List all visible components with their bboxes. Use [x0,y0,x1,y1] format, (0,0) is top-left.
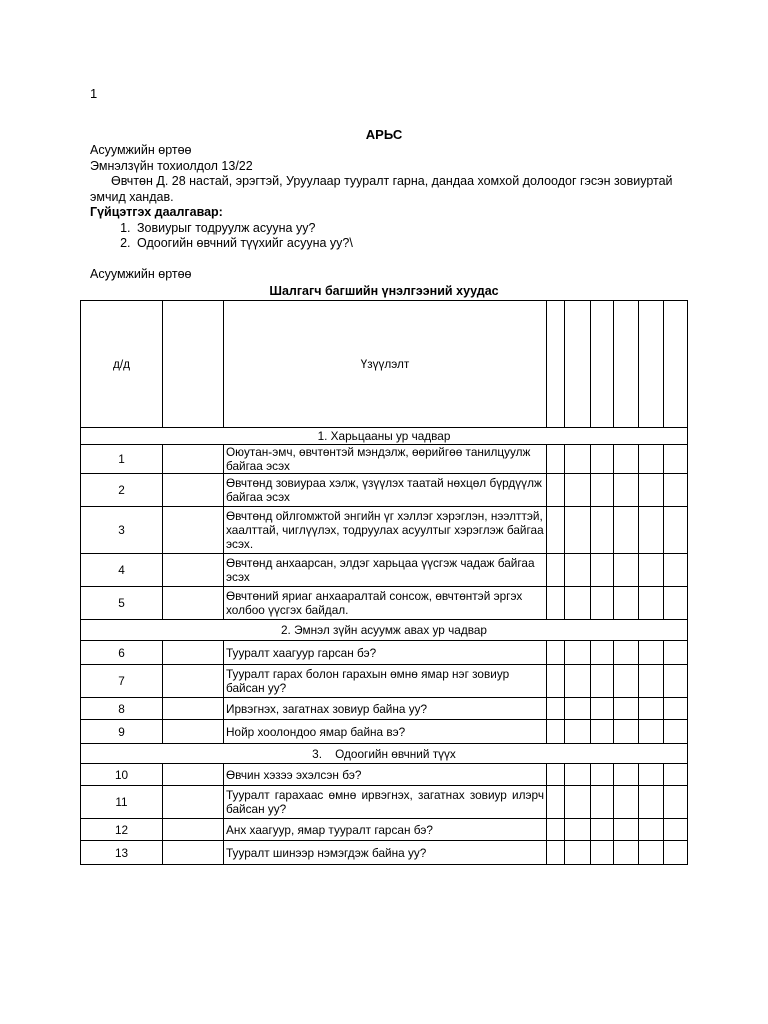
score-cell[interactable] [565,507,591,554]
score-cell[interactable] [547,841,565,865]
score-cell[interactable] [547,474,565,507]
document-title: АРЬС [365,127,403,142]
task-heading: Гүйцэтгэх даалгавар: [90,205,223,219]
score-cell[interactable] [591,786,614,819]
row-number: 12 [81,819,163,841]
score-cell[interactable] [664,764,688,786]
row-number: 1 [81,445,163,474]
score-cell[interactable] [639,720,664,744]
score-cell[interactable] [591,474,614,507]
case-description: Өвчтөн Д. 28 настай, эрэгтэй, Уруулаар тууралт гарна, дандаа хомхой долоодог гэсэн зовиуртай эмчид хандав. [90,174,673,204]
criteria-text: Өвчтөнд зовиураа хэлж, үзүүлэх таатай нөхцөл бүрдүүлж байгаа эсэх [224,474,547,507]
criteria-text: Тууралт гарах болон гарахын өмнө ямар нэг зовиур байсан уу? [224,665,547,698]
row-number: 8 [81,698,163,720]
table-row [81,507,688,554]
score-cell[interactable] [614,819,639,841]
blank-cell [163,587,224,620]
header-number: д/д [81,301,163,428]
blank-cell [163,641,224,665]
score-header [565,301,591,428]
score-cell[interactable] [639,764,664,786]
score-cell[interactable] [614,554,639,587]
score-cell[interactable] [591,445,614,474]
score-header [639,301,664,428]
score-cell[interactable] [614,445,639,474]
row-number: 6 [81,641,163,665]
score-cell[interactable] [565,764,591,786]
criteria-text: Өвчтөнд ойлгомжтой энгийн үг хэллэг хэрэглэн, нээлттэй, хаалттай, чиглүүлэх, тодруулах асуултыг хэрэглэж байгаа эсэх. [224,507,547,554]
blank-cell [163,764,224,786]
row-number: 7 [81,665,163,698]
task-item: 2. Одоогийн өвчний түүхийг асууна уу?\ [134,236,690,252]
task-list [90,221,690,252]
page-number: 1 [90,86,98,101]
score-cell[interactable] [547,445,565,474]
section-title: 1. Харьцааны ур чадвар [81,428,688,445]
blank-cell [163,720,224,744]
table-row [81,587,688,620]
criteria-text: Нойр хоолондоо ямар байна вэ? [224,720,547,744]
blank-cell [163,698,224,720]
score-cell[interactable] [639,445,664,474]
score-cell[interactable] [591,720,614,744]
score-cell[interactable] [639,665,664,698]
score-cell[interactable] [639,786,664,819]
section-label: Асуумжийн өртөө [90,267,192,281]
blank-cell [163,819,224,841]
score-cell[interactable] [664,786,688,819]
score-cell[interactable] [565,665,591,698]
table-title: Шалгагч багшийн үнэлгээний хуудас [269,284,499,298]
criteria-text: Өвчтөний яриаг анхааралтай сонсож, өвчтөнтэй эргэх холбоо үүсгэх байдал. [224,587,547,620]
score-cell[interactable] [639,841,664,865]
score-cell[interactable] [547,720,565,744]
blank-cell [163,507,224,554]
station-label: Асуумжийн өртөө [90,143,192,157]
score-cell[interactable] [547,764,565,786]
score-cell[interactable] [664,474,688,507]
table-header-row [81,301,688,428]
score-cell[interactable] [565,786,591,819]
criteria-text: Оюутан-эмч, өвчтөнтэй мэндэлж, өөрийгөө танилцуулж байгаа эсэх [224,445,547,474]
score-cell[interactable] [547,665,565,698]
score-cell[interactable] [591,841,614,865]
row-number: 9 [81,720,163,744]
section-row [81,428,688,445]
score-header [664,301,688,428]
score-cell[interactable] [639,554,664,587]
score-cell[interactable] [547,554,565,587]
score-cell[interactable] [664,507,688,554]
table-row [81,764,688,786]
score-cell[interactable] [639,641,664,665]
section-row [81,620,688,641]
blank-cell [163,786,224,819]
table-row [81,720,688,744]
table-row [81,698,688,720]
score-cell[interactable] [591,641,614,665]
section-title: 2. Эмнэл зүйн асуумж авах ур чадвар [81,620,688,641]
score-cell[interactable] [591,587,614,620]
table-row [81,554,688,587]
score-cell[interactable] [565,841,591,865]
score-cell[interactable] [639,819,664,841]
table-row [81,474,688,507]
score-cell[interactable] [565,720,591,744]
score-cell[interactable] [614,665,639,698]
score-cell[interactable] [614,764,639,786]
score-cell[interactable] [664,698,688,720]
criteria-text: Өвчтөнд анхаарсан, элдэг харьцаа үүсгэж чадаж байгаа эсэх [224,554,547,587]
row-number: 10 [81,764,163,786]
score-cell[interactable] [565,474,591,507]
score-cell[interactable] [614,698,639,720]
row-number: 13 [81,841,163,865]
score-cell[interactable] [565,819,591,841]
case-number: Эмнэлзүйн тохиолдол 13/22 [90,158,253,173]
blank-cell [163,474,224,507]
criteria-text: Тууралт шинээр нэмэгдэж байна уу? [224,841,547,865]
score-cell[interactable] [664,720,688,744]
score-cell[interactable] [565,587,591,620]
criteria-text: Ирвэгнэх, загатнах зовиур байна уу? [224,698,547,720]
score-cell[interactable] [591,507,614,554]
header-criteria: Үзүүлэлт [224,301,547,428]
score-cell[interactable] [664,554,688,587]
score-header [547,301,565,428]
blank-cell [163,445,224,474]
score-cell[interactable] [565,698,591,720]
section-row [81,744,688,764]
table-row [81,841,688,865]
criteria-text: Тууралт гарахаас өмнө ирвэгнэх, загатнах зовиур илэрч байсан уу? [224,786,547,819]
score-cell[interactable] [547,698,565,720]
score-cell[interactable] [565,445,591,474]
score-cell[interactable] [664,665,688,698]
row-number: 3 [81,507,163,554]
score-cell[interactable] [591,819,614,841]
evaluation-table [80,300,688,865]
score-cell[interactable] [664,841,688,865]
blank-cell [163,554,224,587]
score-cell[interactable] [614,786,639,819]
table-row [81,819,688,841]
score-cell[interactable] [639,587,664,620]
score-cell[interactable] [565,641,591,665]
task-item: 1. Зовиурыг тодруулж асууна уу? [134,221,690,237]
score-cell[interactable] [591,665,614,698]
row-number: 2 [81,474,163,507]
table-row [81,665,688,698]
score-header [614,301,639,428]
score-cell[interactable] [614,587,639,620]
score-header [591,301,614,428]
score-cell[interactable] [591,698,614,720]
score-cell[interactable] [664,819,688,841]
score-cell[interactable] [664,641,688,665]
section-title: 3. Одоогийн өвчний түүх [81,744,688,764]
score-cell[interactable] [547,819,565,841]
blank-cell [163,841,224,865]
score-cell[interactable] [565,554,591,587]
score-cell[interactable] [639,507,664,554]
score-cell[interactable] [614,474,639,507]
header-blank [163,301,224,428]
score-cell[interactable] [547,641,565,665]
table-row [81,786,688,819]
blank-cell [163,665,224,698]
score-cell[interactable] [591,764,614,786]
criteria-text: Тууралт хаагуур гарсан бэ? [224,641,547,665]
score-cell[interactable] [664,587,688,620]
score-cell[interactable] [591,554,614,587]
table-row [81,641,688,665]
score-cell[interactable] [639,698,664,720]
score-cell[interactable] [547,507,565,554]
intro-block [90,143,690,252]
table-row [81,445,688,474]
row-number: 4 [81,554,163,587]
score-cell[interactable] [639,474,664,507]
row-number: 5 [81,587,163,620]
score-cell[interactable] [614,507,639,554]
criteria-text: Анх хаагуур, ямар тууралт гарсан бэ? [224,819,547,841]
row-number: 11 [81,786,163,819]
score-cell[interactable] [614,841,639,865]
criteria-text: Өвчин хэзээ эхэлсэн бэ? [224,764,547,786]
score-cell[interactable] [664,445,688,474]
score-cell[interactable] [547,587,565,620]
score-cell[interactable] [614,720,639,744]
score-cell[interactable] [614,641,639,665]
score-cell[interactable] [547,786,565,819]
